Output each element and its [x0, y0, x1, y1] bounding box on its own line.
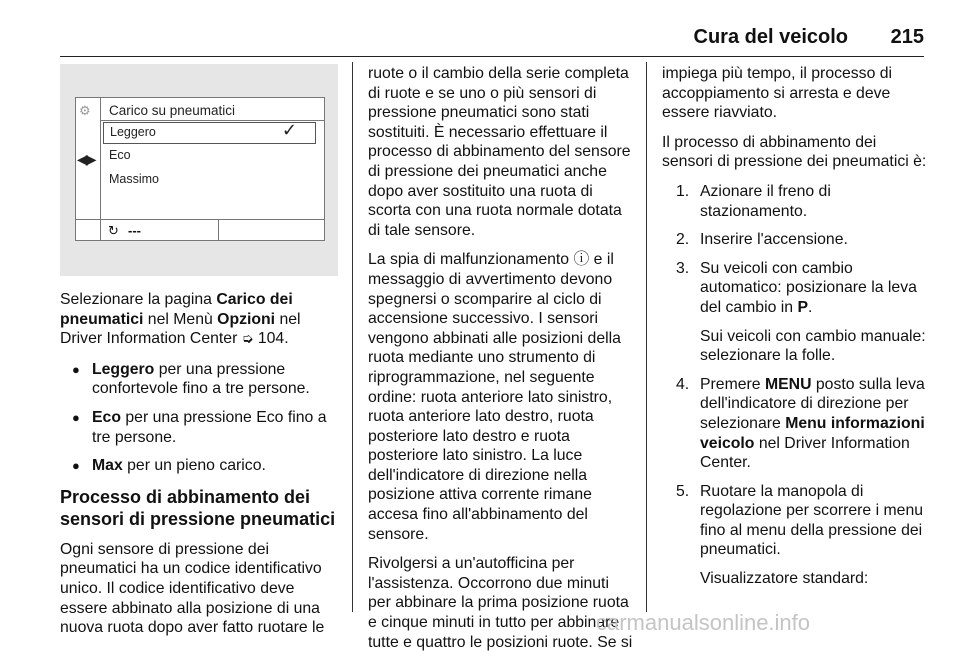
column-divider — [646, 62, 647, 612]
paragraph: impiega più tempo, il processo di accoppiamento si arresta e deve essere riavviato. — [662, 65, 893, 122]
step-item — [662, 182, 930, 221]
column-divider — [352, 62, 353, 612]
step-item — [662, 375, 930, 473]
step-text: Azionare il freno di stazionamento. — [700, 182, 831, 220]
checkmark-icon: ✓ — [281, 120, 297, 140]
watermark: carmanualsonline.info — [596, 610, 811, 635]
column-2 — [368, 64, 636, 662]
step-item — [662, 259, 930, 366]
step-subtext: Sui veicoli con cambio manuale: selezionare la folle. — [700, 327, 926, 365]
display-options — [103, 122, 316, 192]
list-item: ● Leggero per una pressione confortevole fino a tre persone. — [60, 360, 344, 399]
paragraph: ruote o il cambio della serie completa di ruote e se uno o più sensori di pressione pneumatici sono stati sostituiti. È necessario effettuare il processo di abbinamento del sensore di pressione dei pneumatici anche dopo aver sostituito una ruota di scorta con una ruota normale dotata di tale sensore. — [368, 65, 631, 239]
step-number: 2. — [676, 231, 690, 249]
section-heading: Processo di abbinamento dei sensori di pressione pneumatici — [60, 486, 336, 529]
page-header — [0, 0, 960, 62]
paragraph: Il processo di abbinamento dei sensori di pressione dei pneumatici è: — [662, 133, 927, 171]
list-item: ● Eco per una pressione Eco fino a tre persone. — [60, 408, 344, 447]
step-text: Ruotare la manopola di regolazione per scorrere i menu fino al menu della pressione dei pneumatici. — [700, 482, 924, 559]
left-right-arrows-icon: ◀▶ — [77, 151, 95, 167]
paragraph: Ogni sensore di pressione dei pneumatici ha un codice identificativo unico. Il codice identificativo deve essere abbinato alla posizione di una nuova ruota dopo aver fatto ruotare le — [60, 540, 325, 637]
display-statusbar — [76, 219, 324, 240]
display-frame — [75, 97, 325, 241]
pairing-steps-list — [662, 182, 930, 589]
settings-icon: ⚙ — [79, 103, 91, 118]
paragraph: La spia di malfunzionamento ⓘ e il messaggio di avvertimento devono spegnersi o scomparire al ciclo di accensione successivo. I sensori vengono abbinati alle posizioni della ruota mediante uno strumento di riprogrammazione, nel seguente ordine: ruota anteriore lato sinistro, ruota anteriore lato destro, ruota posteriore lato destro e ruota posteriore lato sinistro. La luce dell'indicatore di direzione nella posizione attiva corrente rimane accesa fino all'abbinamento del sensore. — [368, 251, 621, 543]
display-option-selected — [103, 122, 316, 144]
paragraph: Rivolgersi a un'autofficina per l'assistenza. Occorrono due minuti per abbinare la prima posizione ruota e cinque minuti in tutto per abbinare tutte e quattro le posizioni ruote. Se si — [368, 555, 633, 651]
tire-icon: ↻ — [108, 223, 119, 238]
header-rule — [60, 56, 924, 57]
section-title: Cura del veicolo — [693, 26, 848, 48]
option-label: Leggero — [110, 125, 156, 139]
step-text: Inserire l'accensione. — [700, 231, 848, 249]
display-title: Carico su pneumatici — [109, 103, 236, 118]
step-text: Premere MENU posto sulla leva dell'indicatore di direzione per selezionare Menu informazioni veicolo nel Driver Information Center. — [700, 375, 925, 472]
display-option — [103, 168, 316, 192]
step-number: 3. — [676, 259, 690, 277]
display-status: --- — [128, 223, 141, 238]
list-item: ● Max per un pieno carico. — [60, 456, 344, 476]
step-subtext: Visualizzatore standard: — [700, 570, 869, 588]
option-label: Eco — [109, 148, 131, 162]
step-text: Su veicoli con cambio automatico: posizionare la leva del cambio in P. — [700, 259, 917, 316]
step-number: 4. — [676, 375, 690, 393]
column-1 — [60, 64, 344, 648]
page-number: 215 — [890, 26, 924, 48]
display-option — [103, 144, 316, 168]
step-item — [662, 482, 930, 589]
step-number: 1. — [676, 182, 690, 200]
display-titlebar — [101, 98, 324, 121]
step-item — [662, 230, 930, 250]
load-options-list — [60, 360, 344, 476]
display-cell — [76, 220, 219, 240]
column-3 — [662, 64, 930, 598]
option-label: Massimo — [109, 172, 160, 186]
display-screenshot — [60, 64, 338, 276]
step-number: 5. — [676, 482, 690, 500]
intro-paragraph: Selezionare la pagina Carico dei pneumatici nel Menù Opzioni nel Driver Information Center ➭ 104. — [60, 291, 301, 348]
